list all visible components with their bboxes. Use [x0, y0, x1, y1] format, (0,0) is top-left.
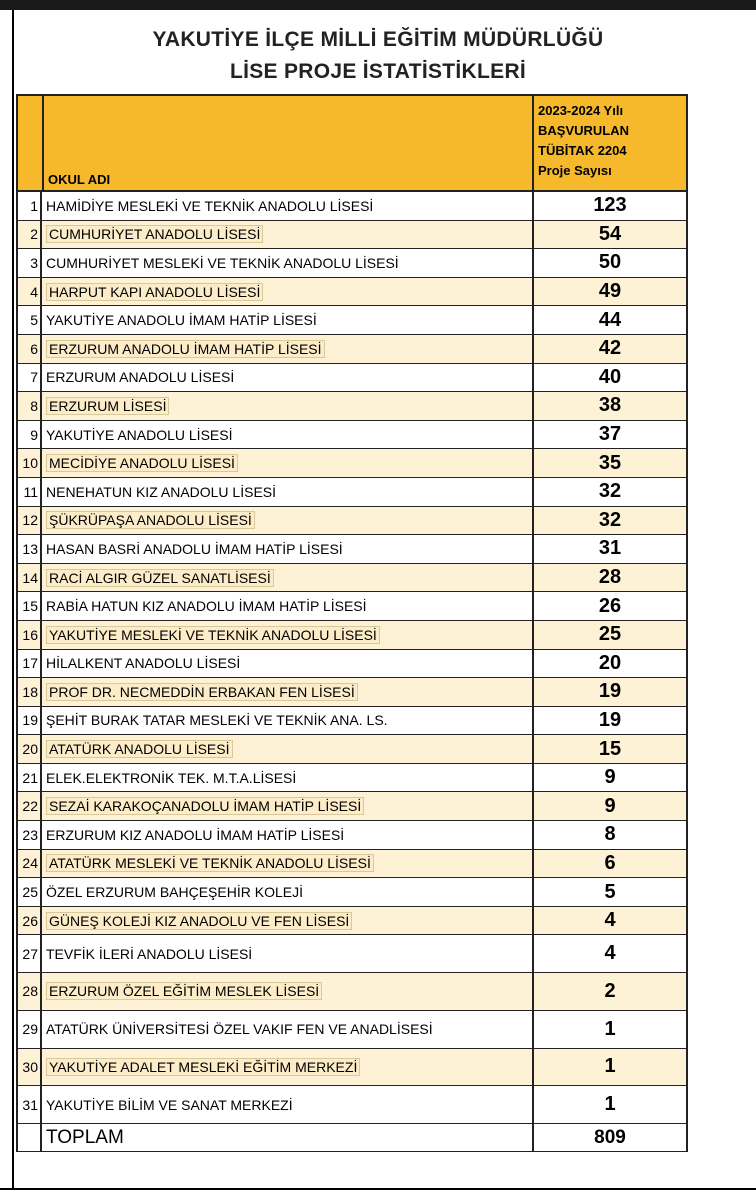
- table-row: [18, 449, 686, 478]
- row-number: 6: [18, 335, 42, 363]
- table-row: [18, 764, 686, 793]
- school-name-cell: [42, 507, 534, 535]
- project-count: 123: [593, 194, 627, 217]
- school-name-cell: [42, 364, 534, 392]
- project-count: 32: [598, 508, 622, 531]
- row-number: 2: [18, 221, 42, 249]
- school-name: ERZURUM ANADOLU LİSESİ: [46, 369, 235, 386]
- header-value-line: 2023-2024 Yılı: [538, 103, 624, 118]
- school-name-cell: [42, 421, 534, 449]
- school-name: ŞÜKRÜPAŞA ANADOLU LİSESİ: [46, 511, 255, 529]
- project-count: 6: [604, 851, 616, 874]
- project-count: 1: [604, 1093, 616, 1116]
- school-name-cell: [42, 478, 534, 506]
- project-count: 20: [598, 651, 622, 674]
- school-name: ELEK.ELEKTRONİK TEK. M.T.A.LİSESİ: [46, 769, 297, 786]
- school-name: CUMHURİYET MESLEKİ VE TEKNİK ANADOLU LİSESİ: [46, 254, 399, 271]
- school-name: HASAN BASRİ ANADOLU İMAM HATİP LİSESİ: [46, 540, 343, 557]
- table-row: [18, 535, 686, 564]
- total-label: TOPLAM: [42, 1124, 534, 1152]
- school-name: RACİ ALGIR GÜZEL SANATLİSESİ: [46, 569, 274, 587]
- school-name-cell: [42, 935, 534, 972]
- project-count: 49: [598, 280, 622, 303]
- table-row: [18, 421, 686, 450]
- project-count: 19: [598, 680, 622, 703]
- row-number: 14: [18, 564, 42, 592]
- row-number: 18: [18, 678, 42, 706]
- school-name: YAKUTİYE MESLEKİ VE TEKNİK ANADOLU LİSESİ: [46, 626, 380, 644]
- project-count: 4: [604, 942, 616, 965]
- total-number-cell: [18, 1124, 42, 1152]
- project-count: 19: [598, 708, 622, 731]
- school-name: GÜNEŞ KOLEJİ KIZ ANADOLU VE FEN LİSESİ: [46, 912, 352, 930]
- project-count: 44: [598, 308, 622, 331]
- table-row: [18, 592, 686, 621]
- header-value-line: Proje Sayısı: [538, 163, 612, 178]
- project-count: 32: [598, 480, 622, 503]
- school-name: HARPUT KAPI ANADOLU LİSESİ: [46, 283, 263, 301]
- school-name: RABİA HATUN KIZ ANADOLU İMAM HATİP LİSESİ: [46, 598, 367, 615]
- project-count: 2: [604, 979, 616, 1002]
- table-row: [18, 678, 686, 707]
- table-row: [18, 364, 686, 393]
- school-name-cell: [42, 449, 534, 477]
- title-line-2: LİSE PROJE İSTATİSTİKLERİ: [229, 60, 527, 83]
- school-name: ATATÜRK ANADOLU LİSESİ: [46, 740, 233, 758]
- school-name: YAKUTİYE ANADOLU İMAM HATİP LİSESİ: [46, 312, 317, 329]
- school-name-cell: [42, 306, 534, 334]
- project-count: 26: [598, 594, 622, 617]
- project-count: 50: [598, 251, 622, 274]
- school-name-cell: [42, 650, 534, 678]
- row-number: 30: [18, 1049, 42, 1086]
- school-name-cell: [42, 878, 534, 906]
- row-number: 21: [18, 764, 42, 792]
- table-row: [18, 192, 686, 221]
- row-number: 20: [18, 735, 42, 763]
- school-name: YAKUTİYE ADALET MESLEKİ EĞİTİM MERKEZİ: [46, 1058, 360, 1076]
- row-number: 12: [18, 507, 42, 535]
- header-school-label: OKUL ADI: [48, 172, 111, 187]
- row-number: 23: [18, 821, 42, 849]
- table-row: [18, 907, 686, 936]
- table-row: [18, 878, 686, 907]
- statistics-table: [16, 94, 688, 1152]
- school-name: ERZURUM LİSESİ: [46, 397, 169, 415]
- left-border: [12, 10, 14, 1190]
- school-name-cell: [42, 249, 534, 277]
- school-name-cell: [42, 973, 534, 1010]
- row-number: 24: [18, 850, 42, 878]
- table-row: [18, 564, 686, 593]
- school-name-cell: [42, 621, 534, 649]
- header-school-cell: [44, 96, 534, 190]
- school-name: SEZAİ KARAKOÇANADOLU İMAM HATİP LİSESİ: [46, 797, 364, 815]
- table-row: [18, 478, 686, 507]
- school-name-cell: [42, 707, 534, 735]
- project-count: 31: [598, 537, 622, 560]
- row-number: 27: [18, 935, 42, 972]
- row-number: 3: [18, 249, 42, 277]
- school-name: CUMHURİYET ANADOLU LİSESİ: [46, 225, 263, 243]
- project-count: 4: [604, 909, 616, 932]
- school-name: YAKUTİYE BİLİM VE SANAT MERKEZİ: [46, 1096, 293, 1113]
- row-number: 28: [18, 973, 42, 1010]
- project-count: 28: [598, 566, 622, 589]
- school-name-cell: [42, 535, 534, 563]
- school-name-cell: [42, 907, 534, 935]
- row-number: 4: [18, 278, 42, 306]
- project-count: 37: [598, 423, 622, 446]
- school-name-cell: [42, 192, 534, 220]
- project-count: 15: [598, 737, 622, 760]
- project-count: 40: [598, 365, 622, 388]
- school-name-cell: [42, 792, 534, 820]
- project-count: 35: [598, 451, 622, 474]
- school-name-cell: [42, 392, 534, 420]
- school-name: ŞEHİT BURAK TATAR MESLEKİ VE TEKNİK ANA. LS.: [46, 712, 388, 729]
- table-row: [18, 1011, 686, 1049]
- row-number: 22: [18, 792, 42, 820]
- total-value: 809: [594, 1126, 626, 1148]
- school-name: MECİDİYE ANADOLU LİSESİ: [46, 454, 238, 472]
- table-row: [18, 1049, 686, 1087]
- table-row: [18, 850, 686, 879]
- table-row: [18, 507, 686, 536]
- school-name: ERZURUM KIZ ANADOLU İMAM HATİP LİSESİ: [46, 826, 345, 843]
- table-row: [18, 221, 686, 250]
- school-name-cell: [42, 335, 534, 363]
- project-count: 54: [598, 222, 622, 245]
- table-row: [18, 792, 686, 821]
- project-count: 8: [604, 823, 616, 846]
- school-name-cell: [42, 1011, 534, 1048]
- row-number: 31: [18, 1086, 42, 1123]
- school-name: HİLALKENT ANADOLU LİSESİ: [46, 655, 241, 672]
- table-row: [18, 821, 686, 850]
- table-header: [16, 94, 688, 192]
- school-name: ERZURUM ÖZEL EĞİTİM MESLEK LİSESİ: [46, 982, 322, 1000]
- row-number: 29: [18, 1011, 42, 1048]
- project-count: 5: [604, 880, 616, 903]
- top-border: [0, 0, 756, 10]
- row-number: 5: [18, 306, 42, 334]
- table-row: [18, 278, 686, 307]
- table-row: [18, 249, 686, 278]
- table-row: [18, 621, 686, 650]
- table-row: [18, 392, 686, 421]
- school-name: YAKUTİYE ANADOLU LİSESİ: [46, 426, 233, 443]
- table-row: [18, 306, 686, 335]
- school-name-cell: [42, 678, 534, 706]
- row-number: 15: [18, 592, 42, 620]
- row-number: 11: [18, 478, 42, 506]
- school-name: TEVFİK İLERİ ANADOLU LİSESİ: [46, 945, 253, 962]
- row-number: 9: [18, 421, 42, 449]
- row-number: 19: [18, 707, 42, 735]
- table-row: [18, 735, 686, 764]
- table-row: [18, 650, 686, 679]
- table-body: [16, 192, 688, 1152]
- school-name-cell: [42, 221, 534, 249]
- school-name-cell: [42, 592, 534, 620]
- school-name: ERZURUM ANADOLU İMAM HATİP LİSESİ: [46, 340, 325, 358]
- school-name-cell: [42, 278, 534, 306]
- header-value-cell: [534, 96, 686, 190]
- school-name-cell: [42, 1086, 534, 1123]
- table-row: [18, 335, 686, 364]
- bottom-border: [0, 1188, 756, 1190]
- project-count: 9: [604, 766, 616, 789]
- row-number: 26: [18, 907, 42, 935]
- school-name: ATATÜRK ÜNİVERSİTESİ ÖZEL VAKIF FEN VE ANADLİSESİ: [46, 1021, 433, 1038]
- table-row: [18, 935, 686, 973]
- school-name-cell: [42, 821, 534, 849]
- project-count: 38: [598, 394, 622, 417]
- table-row: [18, 973, 686, 1011]
- total-row: [18, 1124, 686, 1153]
- school-name: ÖZEL ERZURUM BAHÇEŞEHİR KOLEJİ: [46, 884, 303, 901]
- header-value-line: TÜBİTAK 2204: [538, 143, 627, 158]
- school-name-cell: [42, 564, 534, 592]
- school-name: PROF DR. NECMEDDİN ERBAKAN FEN LİSESİ: [46, 683, 358, 701]
- row-number: 25: [18, 878, 42, 906]
- row-number: 10: [18, 449, 42, 477]
- school-name: HAMİDİYE MESLEKİ VE TEKNİK ANADOLU LİSESİ: [46, 197, 374, 214]
- school-name-cell: [42, 850, 534, 878]
- project-count: 1: [604, 1055, 616, 1078]
- project-count: 42: [598, 337, 622, 360]
- table-row: [18, 1086, 686, 1124]
- row-number: 13: [18, 535, 42, 563]
- row-number: 17: [18, 650, 42, 678]
- project-count: 1: [604, 1017, 616, 1040]
- table-row: [18, 707, 686, 736]
- school-name: ATATÜRK MESLEKİ VE TEKNİK ANADOLU LİSESİ: [46, 854, 374, 872]
- title-line-1: YAKUTİYE İLÇE MİLLİ EĞİTİM MÜDÜRLÜĞÜ: [152, 28, 604, 51]
- school-name-cell: [42, 1049, 534, 1086]
- school-name-cell: [42, 735, 534, 763]
- project-count: 9: [604, 794, 616, 817]
- row-number: 7: [18, 364, 42, 392]
- row-number: 8: [18, 392, 42, 420]
- project-count: 25: [598, 623, 622, 646]
- row-number: 16: [18, 621, 42, 649]
- header-number-cell: [18, 96, 44, 190]
- school-name-cell: [42, 764, 534, 792]
- header-value-line: BAŞVURULAN: [538, 123, 629, 138]
- school-name: NENEHATUN KIZ ANADOLU LİSESİ: [46, 483, 277, 500]
- row-number: 1: [18, 192, 42, 220]
